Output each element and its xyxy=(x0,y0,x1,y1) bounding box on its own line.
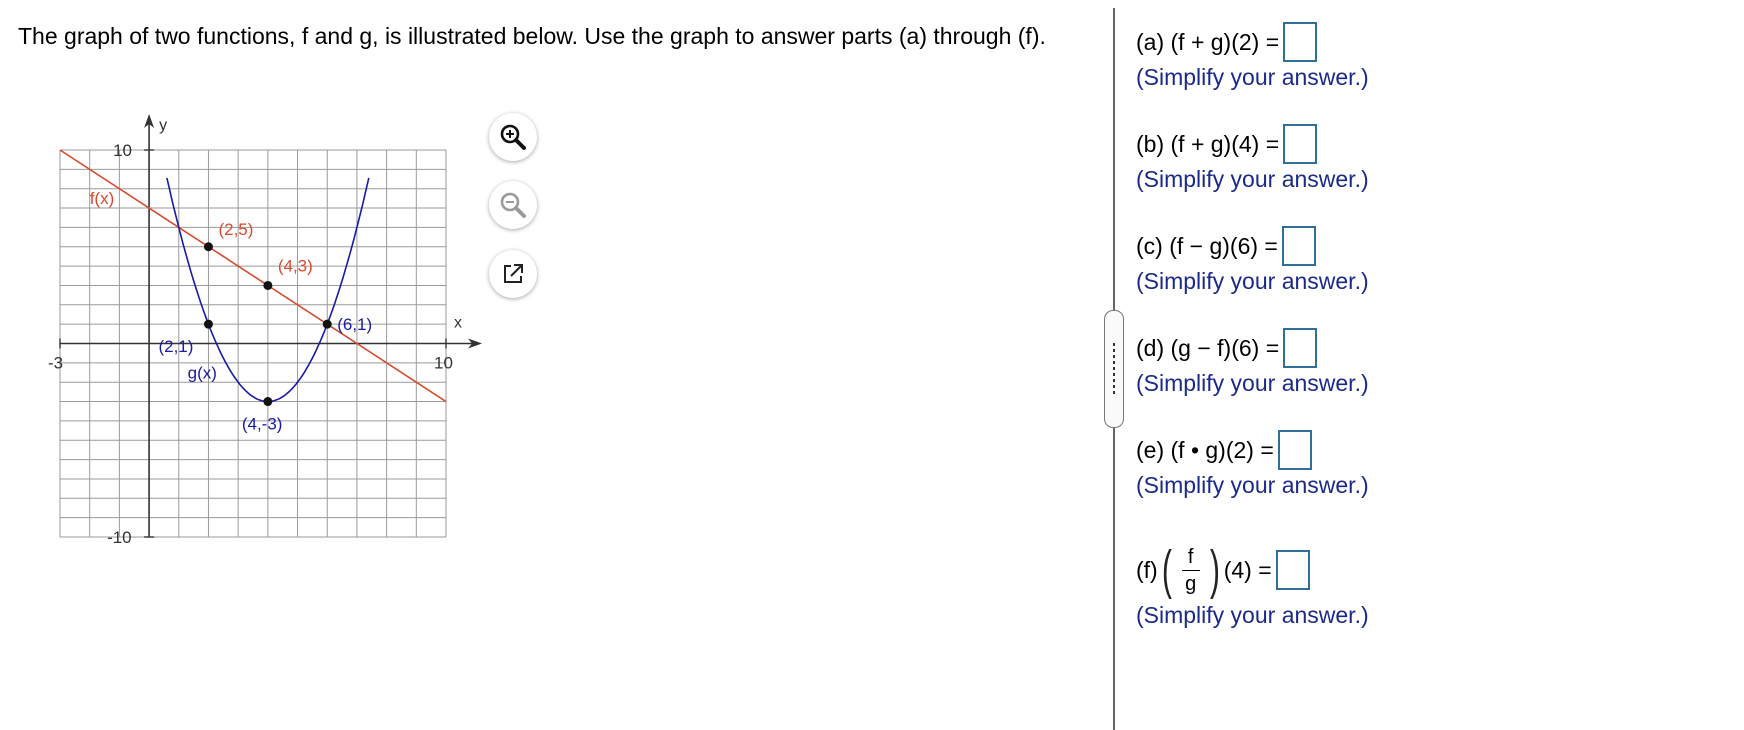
f-line xyxy=(60,150,446,402)
part-e-label: (e) (f • g)(2) = xyxy=(1136,436,1274,463)
part-f-prefix: (f) xyxy=(1136,556,1158,583)
zoom-in-icon xyxy=(498,122,528,152)
y-max-tick-label: 10 xyxy=(113,141,132,160)
fraction-f-over-g xyxy=(1182,546,1200,595)
answer-input-b[interactable] xyxy=(1283,124,1317,164)
x-max-tick-label: 10 xyxy=(434,353,453,373)
graph-curves xyxy=(60,150,446,402)
g-point-2-1-label: (2,1) xyxy=(158,337,194,357)
f-point-2-5-point xyxy=(204,242,213,251)
answer-input-c[interactable] xyxy=(1282,226,1316,266)
answer-input-e[interactable] xyxy=(1278,430,1312,470)
part-c-label: (c) (f − g)(6) = xyxy=(1136,232,1278,259)
part-f-suffix: (4) = xyxy=(1223,556,1272,583)
x-axis-label: x xyxy=(454,314,462,332)
part-d-hint: (Simplify your answer.) xyxy=(1136,370,1369,396)
question-text: The graph of two functions, f and g, is illustrated below. Use the graph to answer parts (a) through (f). xyxy=(18,23,1046,49)
fraction-bar xyxy=(1182,570,1200,571)
answer-input-a[interactable] xyxy=(1283,22,1317,62)
fraction-numerator: f xyxy=(1187,545,1194,568)
f-point-4-3-point xyxy=(263,281,272,290)
part-c-hint: (Simplify your answer.) xyxy=(1136,268,1369,294)
grip-icon xyxy=(1113,343,1115,395)
part-e xyxy=(1136,430,1369,499)
x-min-tick-label: -3 xyxy=(48,353,64,373)
part-e-hint: (Simplify your answer.) xyxy=(1136,472,1369,498)
right-paren: ) xyxy=(1209,540,1220,600)
fraction-denominator: g xyxy=(1185,572,1197,595)
zoom-out-icon xyxy=(498,190,528,220)
answer-input-f[interactable] xyxy=(1276,550,1310,590)
part-a xyxy=(1136,22,1369,91)
left-paren: ( xyxy=(1161,540,1172,600)
g-curve-label: g(x) xyxy=(187,363,217,383)
g-point-4-neg3-label: (4,-3) xyxy=(241,414,283,434)
part-a-label: (a) (f + g)(2) = xyxy=(1136,28,1280,55)
external-link-icon xyxy=(500,261,526,287)
part-d xyxy=(1136,328,1369,397)
zoom-in-button[interactable] xyxy=(489,113,537,161)
part-b xyxy=(1136,124,1369,193)
g-point-4-neg3-point xyxy=(263,397,272,406)
part-d-label: (d) (g − f)(6) = xyxy=(1136,334,1280,361)
part-f xyxy=(1136,540,1369,629)
part-b-label: (b) (f + g)(4) = xyxy=(1136,130,1280,157)
part-b-hint: (Simplify your answer.) xyxy=(1136,166,1369,192)
g-point-6-1-label: (6,1) xyxy=(337,315,373,335)
answer-input-d[interactable] xyxy=(1283,328,1317,368)
part-f-hint: (Simplify your answer.) xyxy=(1136,602,1369,628)
graph-axes xyxy=(60,114,482,537)
zoom-out-button[interactable] xyxy=(489,181,537,229)
f-curve-label: f(x) xyxy=(89,189,115,209)
panel-resize-handle[interactable] xyxy=(1104,310,1124,428)
f-point-4-3-label: (4,3) xyxy=(277,256,313,276)
g-point-6-1-point xyxy=(323,320,332,329)
part-a-hint: (Simplify your answer.) xyxy=(1136,64,1369,90)
f-point-2-5-label: (2,5) xyxy=(218,219,254,239)
popout-button[interactable] xyxy=(489,250,537,298)
y-min-tick-label: -10 xyxy=(107,528,132,547)
function-graph xyxy=(0,0,540,560)
part-c xyxy=(1136,226,1369,295)
y-axis-label: y xyxy=(159,117,168,134)
g-point-2-1-point xyxy=(204,320,213,329)
